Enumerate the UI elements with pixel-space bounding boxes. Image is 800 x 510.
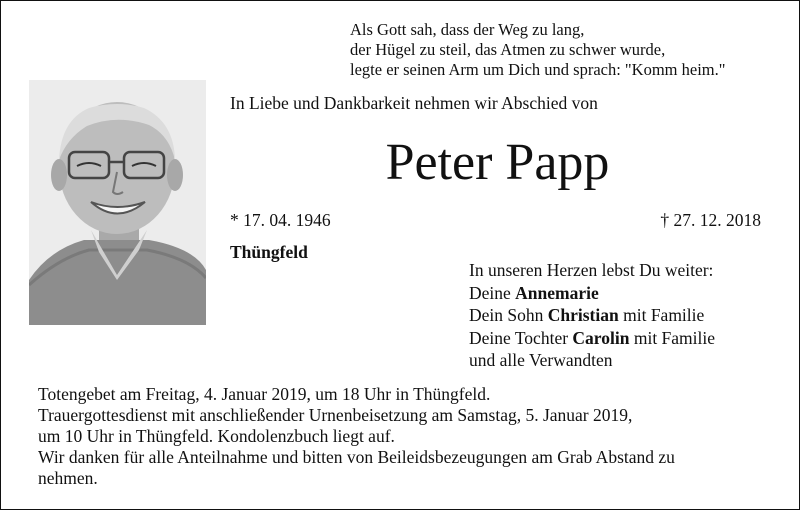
- hometown: Thüngfeld: [230, 242, 308, 262]
- mourner-prefix: Deine: [469, 282, 516, 303]
- notice-line: Trauergottesdienst mit anschließender Urnenbeisetzung am Samstag, 5. Januar 2019,: [38, 405, 633, 425]
- poem: [350, 20, 725, 80]
- mourner-line: [469, 282, 715, 305]
- portrait-photo: [29, 80, 206, 325]
- mourner-name: Annemarie: [515, 282, 599, 303]
- mourner-prefix: Deine Tochter: [469, 327, 573, 348]
- mourners-heading: In unseren Herzen lebst Du weiter:: [469, 260, 714, 280]
- mourner-prefix: Dein Sohn: [469, 305, 548, 325]
- mourner-line: [469, 304, 715, 327]
- farewell-intro: In Liebe und Dankbarkeit nehmen wir Abschied von: [230, 93, 598, 113]
- mourner-line: [469, 327, 715, 350]
- poem-line: legte er seinen Arm um Dich und sprach: "Komm heim.": [350, 60, 726, 79]
- poem-line: der Hügel zu steil, das Atmen zu schwer wurde,: [350, 40, 666, 59]
- mourners-list: [469, 259, 715, 372]
- mourner-name: Christian: [547, 305, 619, 325]
- death-date: † 27. 12. 2018: [660, 210, 761, 230]
- portrait-illustration: [29, 80, 206, 325]
- notice-line: Wir danken für alle Anteilnahme und bitten von Beileidsbezeugungen am Grab Abstand zu: [38, 447, 675, 467]
- notice-line: Totengebet am Freitag, 4. Januar 2019, um 18 Uhr in Thüngfeld.: [38, 384, 491, 404]
- birth-date: * 17. 04. 1946: [230, 210, 331, 230]
- service-notice: [38, 384, 778, 489]
- mourners-closing: und alle Verwandten: [469, 350, 613, 370]
- mourner-suffix: mit Familie: [618, 305, 705, 325]
- deceased-name: Peter Papp: [385, 134, 610, 191]
- mourner-suffix: mit Familie: [629, 327, 716, 348]
- mourner-name: Carolin: [572, 327, 630, 348]
- notice-line: um 10 Uhr in Thüngfeld. Kondolenzbuch liegt auf.: [38, 426, 395, 446]
- poem-line: Als Gott sah, dass der Weg zu lang,: [350, 20, 585, 39]
- notice-line: nehmen.: [38, 468, 98, 488]
